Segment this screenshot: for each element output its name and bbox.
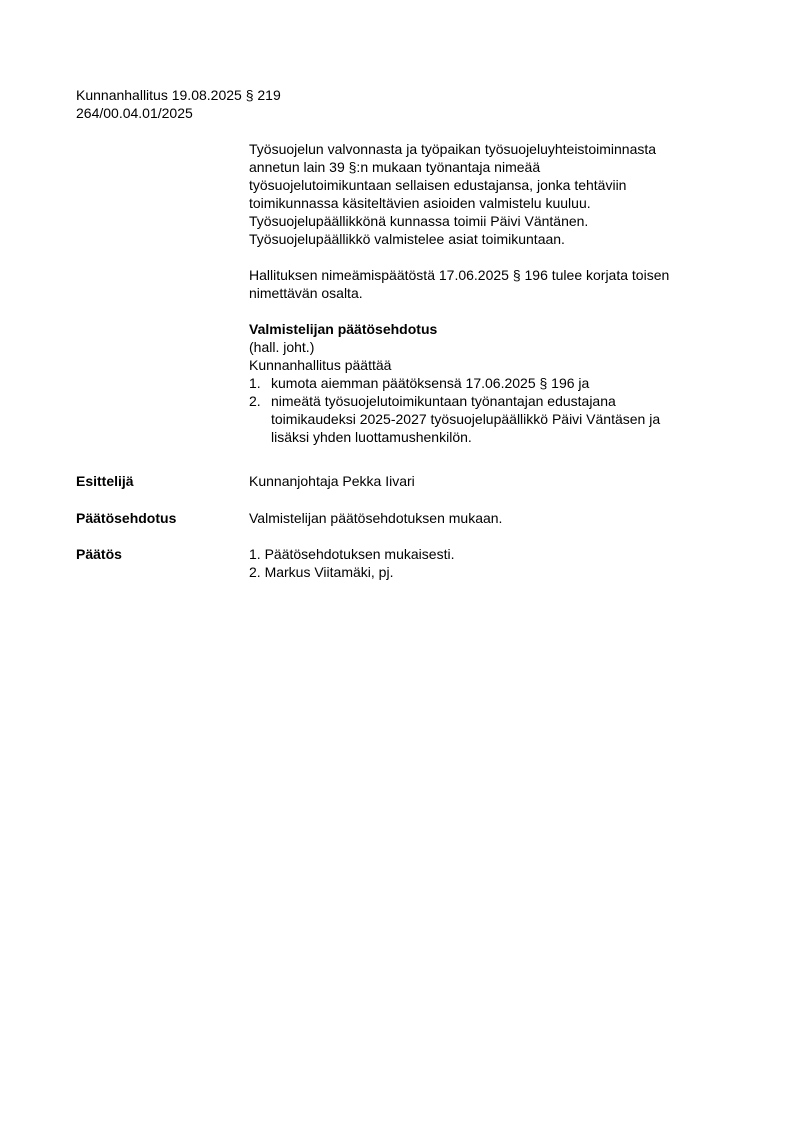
proposal-list	[249, 374, 739, 446]
decision-label: Päätös	[76, 546, 122, 562]
case-body	[249, 140, 739, 446]
decision-proposal-value: Valmistelijan päätösehdotuksen mukaan.	[249, 510, 503, 526]
correction-line: Hallituksen nimeämispäätöstä 17.06.2025 § 196 tulee korjata toisen	[249, 267, 670, 283]
intro-line: toimikunnassa käsiteltävien asioiden valmistelu kuuluu.	[249, 195, 591, 211]
list-item-line: toimikaudeksi 2025-2027 työsuojelupäällikkö Päivi Väntäsen ja	[271, 411, 661, 427]
decision-value	[249, 545, 454, 581]
list-item-line: kumota aiemman päätöksensä 17.06.2025 § 196 ja	[271, 375, 590, 391]
decision-line: 1. Päätösehdotuksen mukaisesti.	[249, 546, 455, 562]
meeting-reference: Kunnanhallitus 19.08.2025 § 219	[76, 87, 281, 103]
document-header	[76, 86, 281, 122]
proposal-lead: Kunnanhallitus päättää	[249, 357, 392, 373]
correction-paragraph	[249, 266, 739, 302]
list-item	[249, 374, 739, 392]
intro-paragraph	[249, 140, 739, 248]
intro-line: annetun lain 39 §:n mukaan työnantaja nimeää	[249, 159, 541, 175]
intro-line: työsuojelutoimikuntaan sellaisen edustajansa, jonka tehtäviin	[249, 177, 627, 193]
list-item-line: lisäksi yhden luottamushenkilön.	[271, 429, 472, 445]
case-number: 264/00.04.01/2025	[76, 105, 193, 121]
list-item-line: nimeätä työsuojelutoimikuntaan työnantajan edustajana	[271, 393, 616, 409]
list-item	[249, 392, 739, 446]
presenter-value: Kunnanjohtaja Pekka Iivari	[249, 473, 415, 489]
proposal-section	[249, 320, 739, 446]
intro-line: Työsuojelun valvonnasta ja työpaikan työsuojeluyhteistoiminnasta	[249, 141, 657, 157]
proposal-heading: Valmistelijan päätösehdotus	[249, 321, 438, 337]
intro-line: Työsuojelupäällikkö valmistelee asiat toimikuntaan.	[249, 231, 565, 247]
list-item-number: 1.	[249, 375, 261, 391]
proposal-by: (hall. joht.)	[249, 339, 315, 355]
intro-line: Työsuojelupäällikkönä kunnassa toimii Päivi Väntänen.	[249, 213, 589, 229]
correction-line: nimettävän osalta.	[249, 285, 363, 301]
decision-proposal-label: Päätösehdotus	[76, 510, 177, 526]
presenter-label: Esittelijä	[76, 473, 134, 489]
decision-line: 2. Markus Viitamäki, pj.	[249, 564, 394, 580]
list-item-number: 2.	[249, 393, 261, 409]
